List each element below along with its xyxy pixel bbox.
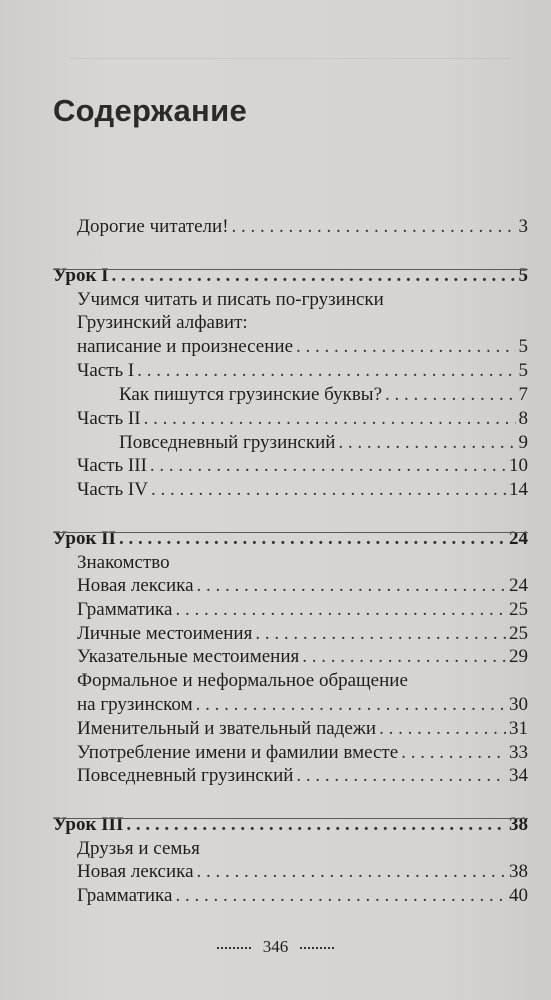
toc-entry <box>77 646 528 668</box>
toc-entry <box>77 479 528 501</box>
toc-page-number: 9 <box>518 432 528 453</box>
toc-entry-label: Новая лексика <box>77 575 194 596</box>
toc-page-number: 24 <box>509 528 528 549</box>
toc-entry <box>77 599 528 621</box>
toc-entry-label: Знакомство <box>77 552 170 573</box>
toc-entry-label: Повседневный грузинский <box>119 432 336 453</box>
toc-page-number: 31 <box>509 718 528 739</box>
toc-entry <box>77 765 528 787</box>
toc-entry <box>77 575 528 597</box>
toc-page-number: 3 <box>518 216 528 237</box>
toc-entry-label: Урок II <box>53 528 116 549</box>
bleed-through-line <box>70 58 511 67</box>
toc-entry-label: Часть IV <box>77 479 148 500</box>
section-divider <box>53 269 528 270</box>
toc-entry <box>77 861 528 883</box>
toc-entry <box>77 289 528 311</box>
toc-leader-dots <box>151 479 506 501</box>
toc-entry <box>77 742 528 764</box>
toc-entry-label: Именительный и звательный падежи <box>77 718 377 739</box>
section-divider <box>53 532 528 533</box>
toc-entry <box>77 360 528 382</box>
toc-page-number: 10 <box>509 455 528 476</box>
footer-left-dots <box>217 947 251 949</box>
toc-entry-label: Употребление имени и фамилии вместе <box>77 742 399 763</box>
toc-leader-dots <box>175 885 506 907</box>
toc-leader-dots <box>338 432 515 454</box>
toc-entry <box>77 623 528 645</box>
toc-entry <box>119 384 528 406</box>
toc-page-number: 25 <box>509 599 528 620</box>
page-number: 346 <box>262 937 289 956</box>
toc-page-number: 33 <box>509 742 528 763</box>
toc-entry <box>119 432 528 454</box>
toc-page-number: 7 <box>518 384 528 405</box>
toc-entry <box>77 455 528 477</box>
section-divider <box>53 818 528 819</box>
page-footer <box>0 937 551 957</box>
toc-page-number: 14 <box>509 479 528 500</box>
page-title: Содержание <box>53 93 247 128</box>
toc-page-number: 29 <box>509 646 528 667</box>
footer-right-dots <box>300 947 334 949</box>
toc-leader-dots <box>232 216 516 238</box>
toc-entry-label: Повседневный грузинский <box>77 765 294 786</box>
toc-leader-dots <box>137 360 515 382</box>
toc-entry <box>77 336 528 358</box>
toc-leader-dots <box>401 742 506 764</box>
toc-page-number: 5 <box>518 360 528 381</box>
toc-entry-label: Грузинский алфавит: <box>77 312 248 333</box>
toc-entry-label: Личные местоимения <box>77 623 253 644</box>
toc-entry <box>77 694 528 716</box>
toc-leader-dots <box>302 646 506 668</box>
toc-page-number: 38 <box>509 814 528 835</box>
toc-entry-label: Формальное и неформальное обращение <box>77 670 408 691</box>
toc-entry <box>77 670 528 692</box>
toc-leader-dots <box>379 718 506 740</box>
toc-leader-dots <box>255 623 506 645</box>
toc-entry <box>77 312 528 334</box>
toc-entry-label: Грамматика <box>77 885 173 906</box>
toc-entry-label: Как пишутся грузинские буквы? <box>119 384 383 405</box>
toc-entry-label: Часть III <box>77 455 147 476</box>
toc-page-number: 34 <box>509 765 528 786</box>
toc-leader-dots <box>175 599 506 621</box>
toc-page-number: 30 <box>509 694 528 715</box>
toc-leader-dots <box>197 861 506 883</box>
toc-entry-label: Дорогие читатели! <box>77 216 229 237</box>
toc-entry-label: Часть II <box>77 408 141 429</box>
toc-page-number: 25 <box>509 623 528 644</box>
toc-leader-dots <box>197 575 506 597</box>
toc-page-number: 8 <box>518 408 528 429</box>
toc-entry-label: Новая лексика <box>77 861 194 882</box>
toc-leader-dots <box>196 694 506 716</box>
toc-entry-label: Урок III <box>53 814 124 835</box>
toc-entry-label: на грузинском <box>77 694 193 715</box>
toc-leader-dots <box>385 384 515 406</box>
toc-page-number: 24 <box>509 575 528 596</box>
toc-leader-dots <box>150 455 506 477</box>
toc-entry <box>77 552 528 574</box>
toc-entry-label: Грамматика <box>77 599 173 620</box>
toc-entry-label: Урок I <box>53 265 109 286</box>
toc-entry <box>77 885 528 907</box>
toc-entry <box>77 838 528 860</box>
toc-entry-label: Часть I <box>77 360 135 381</box>
toc-leader-dots <box>144 408 516 430</box>
toc-page-number: 5 <box>518 265 528 286</box>
toc-entry <box>77 408 528 430</box>
toc-page-number: 40 <box>509 885 528 906</box>
toc-entry-label: Указательные местоимения <box>77 646 300 667</box>
toc-entry-label: написание и произнесение <box>77 336 294 357</box>
toc-entry <box>77 718 528 740</box>
toc-entry <box>77 216 528 238</box>
toc-page-number: 5 <box>518 336 528 357</box>
toc-page-number: 38 <box>509 861 528 882</box>
toc-entry-label: Друзья и семья <box>77 838 200 859</box>
toc-leader-dots <box>296 765 506 787</box>
toc-entry-label: Учимся читать и писать по-грузински <box>77 289 384 310</box>
toc-leader-dots <box>296 336 515 358</box>
